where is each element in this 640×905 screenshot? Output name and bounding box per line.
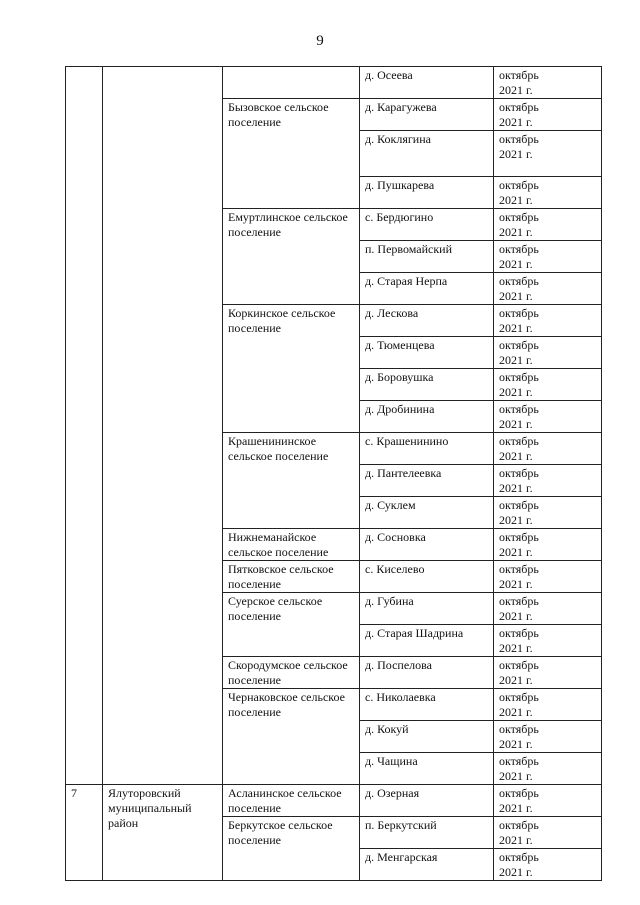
date-cell: октябрь 2021 г. — [494, 689, 602, 721]
locality-cell: д. Сосновка — [360, 529, 494, 561]
locality-cell: д. Чащина — [360, 753, 494, 785]
settlement-cell: Пятковское сельское поселение — [223, 561, 360, 593]
locality-cell: д. Осеева — [360, 67, 494, 99]
locality-cell: д. Пантелеевка — [360, 465, 494, 497]
locality-cell: д. Поспелова — [360, 657, 494, 689]
settlement-cell: Коркинское сельское поселение — [223, 305, 360, 433]
district-number-cell: 7 — [66, 785, 103, 881]
district-name-cell: Ялуторовский муниципальный район — [103, 785, 223, 881]
settlement-cell: Скородумское сельское поселение — [223, 657, 360, 689]
date-cell: октябрь 2021 г. — [494, 593, 602, 625]
schedule-table — [65, 66, 602, 881]
date-cell: октябрь 2021 г. — [494, 465, 602, 497]
date-cell: октябрь 2021 г. — [494, 497, 602, 529]
date-cell: октябрь 2021 г. — [494, 131, 602, 177]
date-cell: октябрь 2021 г. — [494, 561, 602, 593]
settlement-cell — [223, 67, 360, 99]
date-cell: октябрь 2021 г. — [494, 625, 602, 657]
date-cell: октябрь 2021 г. — [494, 529, 602, 561]
locality-cell: д. Тюменцева — [360, 337, 494, 369]
locality-cell: д. Менгарская — [360, 849, 494, 881]
locality-cell: д. Старая Шадрина — [360, 625, 494, 657]
locality-cell: д. Губина — [360, 593, 494, 625]
settlement-cell: Емуртлинское сельское поселение — [223, 209, 360, 305]
locality-cell: д. Карагужева — [360, 99, 494, 131]
locality-cell: с. Бердюгино — [360, 209, 494, 241]
locality-cell: д. Озерная — [360, 785, 494, 817]
district-number-cell — [66, 67, 103, 785]
date-cell: октябрь 2021 г. — [494, 849, 602, 881]
settlement-cell: Беркутское сельское поселение — [223, 817, 360, 881]
date-cell: октябрь 2021 г. — [494, 785, 602, 817]
settlement-cell: Асланинское сельское поселение — [223, 785, 360, 817]
settlement-cell: Нижнеманайское сельское поселение — [223, 529, 360, 561]
page-number: 9 — [316, 33, 324, 49]
date-cell: октябрь 2021 г. — [494, 241, 602, 273]
locality-cell: д. Кокуй — [360, 721, 494, 753]
district-name-cell — [103, 67, 223, 785]
date-cell: октябрь 2021 г. — [494, 721, 602, 753]
locality-cell: п. Первомайский — [360, 241, 494, 273]
table-row — [66, 785, 602, 817]
settlement-cell: Суерское сельское поселение — [223, 593, 360, 657]
settlement-cell: Чернаковское сельское поселение — [223, 689, 360, 785]
date-cell: октябрь 2021 г. — [494, 99, 602, 131]
date-cell: октябрь 2021 г. — [494, 369, 602, 401]
locality-cell: с. Николаевка — [360, 689, 494, 721]
date-cell: октябрь 2021 г. — [494, 177, 602, 209]
date-cell: октябрь 2021 г. — [494, 337, 602, 369]
locality-cell: д. Боровушка — [360, 369, 494, 401]
date-cell: октябрь 2021 г. — [494, 67, 602, 99]
locality-cell: с. Крашенинино — [360, 433, 494, 465]
locality-cell: д. Лескова — [360, 305, 494, 337]
date-cell: октябрь 2021 г. — [494, 433, 602, 465]
date-cell: октябрь 2021 г. — [494, 817, 602, 849]
settlement-cell: Бызовское сельское поселение — [223, 99, 360, 209]
table-row — [66, 67, 602, 99]
date-cell: октябрь 2021 г. — [494, 273, 602, 305]
locality-cell: д. Коклягина — [360, 131, 494, 177]
locality-cell: с. Киселево — [360, 561, 494, 593]
locality-cell: д. Пушкарева — [360, 177, 494, 209]
date-cell: октябрь 2021 г. — [494, 657, 602, 689]
locality-cell: д. Старая Нерпа — [360, 273, 494, 305]
locality-cell: д. Дробинина — [360, 401, 494, 433]
settlement-cell: Крашенининское сельское поселение — [223, 433, 360, 529]
date-cell: октябрь 2021 г. — [494, 401, 602, 433]
date-cell: октябрь 2021 г. — [494, 209, 602, 241]
date-cell: октябрь 2021 г. — [494, 305, 602, 337]
locality-cell: п. Беркутский — [360, 817, 494, 849]
locality-cell: д. Суклем — [360, 497, 494, 529]
date-cell: октябрь 2021 г. — [494, 753, 602, 785]
